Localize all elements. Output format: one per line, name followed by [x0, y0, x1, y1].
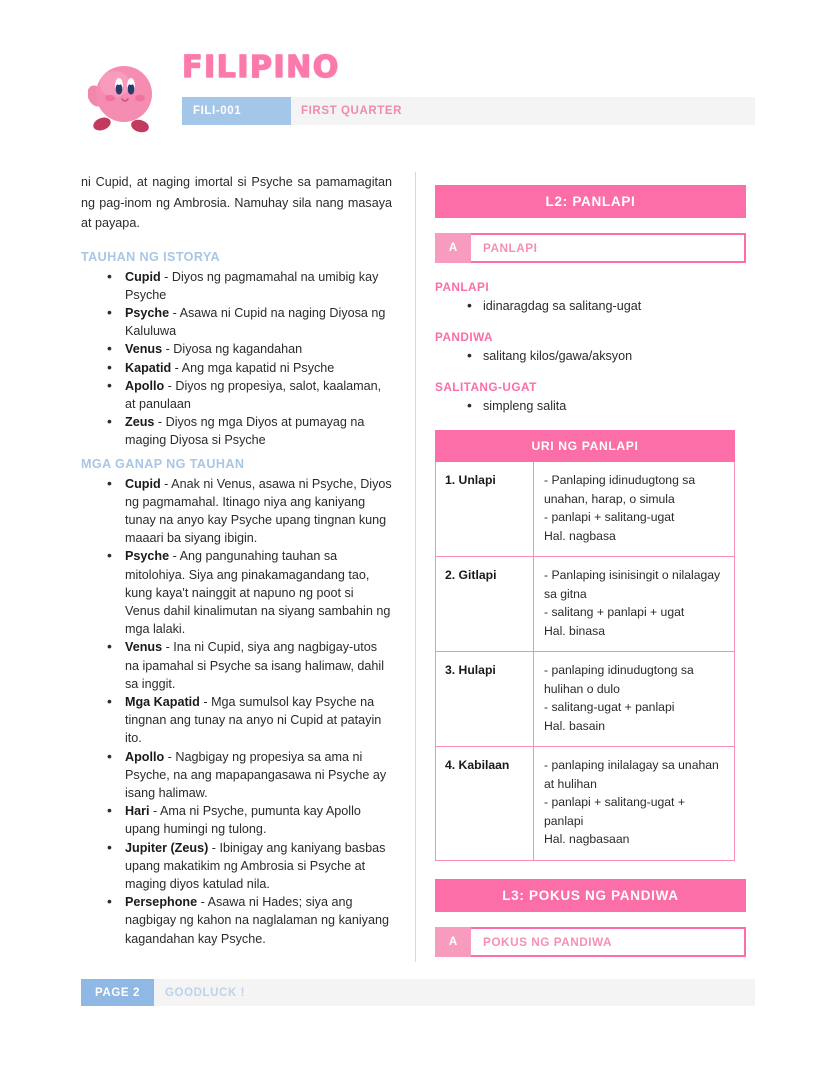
uri-ng-panlapi-table	[435, 430, 735, 861]
panlapi-detail-cell: - Panlaping isinisingit o nilalagay sa gitna - salitang + panlapi + ugat Hal. binasa	[534, 557, 735, 652]
definition-block	[435, 380, 746, 416]
list-item: • Apollo - Nagbigay ng propesiya sa ama ni Psyche, na ang mapapangasawa ni Psyche ay isang halimaw.	[81, 748, 392, 803]
table-row	[436, 747, 735, 861]
term-label: Hari	[125, 804, 150, 819]
table-row	[436, 462, 735, 557]
list-item: • idinaragdag sa salitang-ugat	[435, 297, 746, 316]
page-footer	[81, 979, 755, 1006]
term-label: Mga Kapatid	[125, 694, 200, 709]
term-label: Psyche	[125, 305, 170, 320]
panlapi-detail-cell: - Panlaping idinudugtong sa unahan, harap, o simula - panlapi + salitang-ugat Hal. nagbasa	[534, 462, 735, 557]
panlapi-type-cell: 3. Hulapi	[436, 652, 534, 747]
page-number-tag: PAGE 2	[81, 979, 154, 1006]
lesson2-topic-letter: A	[435, 233, 471, 263]
term-label: Venus	[125, 640, 163, 655]
table-body	[436, 462, 735, 861]
term-label: Cupid	[125, 269, 161, 284]
character-list	[81, 268, 392, 450]
term-label: Venus	[125, 342, 163, 357]
definition-heading: PANDIWA	[435, 330, 493, 344]
lesson3-topic-row	[435, 927, 746, 957]
table-row	[436, 652, 735, 747]
list-item: • Persephone - Asawa ni Hades; siya ang nagbigay ng kahon na naglalaman ng kaniyang kagandahan kay Psyche.	[81, 893, 392, 948]
right-content-column	[435, 185, 746, 974]
term-label: Kapatid	[125, 360, 172, 375]
definition-bullets	[435, 347, 746, 366]
list-item: • Jupiter (Zeus) - Ibinigay ang kaniyang basbas upang makatikim ng Ambrosia si Psyche at maging diyos katulad nila.	[81, 839, 392, 894]
list-item: • Mga Kapatid - Mga sumulsol kay Psyche na tingnan ang tunay na anyo ni Cupid at patayin ito.	[81, 693, 392, 748]
list-item: • Cupid - Diyos ng pagmamahal na umibig kay Psyche	[81, 268, 392, 304]
section-heading: MGA GANAP NG TAUHAN	[81, 456, 245, 471]
term-label: Zeus	[125, 415, 155, 430]
list-item: • Venus - Ina ni Cupid, siya ang nagbigay-utos na ipamahal si Psyche sa isang halimaw, dahil sa inggit.	[81, 638, 392, 693]
term-label: Cupid	[125, 476, 161, 491]
character-list	[81, 475, 392, 948]
definition-block	[435, 330, 746, 366]
definition-heading: PANLAPI	[435, 280, 490, 294]
list-item: • Cupid - Anak ni Venus, asawa ni Psyche, Diyos ng pagmamahal. Itinago niya ang kaniyang tunay na anyo kay Psyche upang tingnan kung maaari ba siyang ibigin.	[81, 475, 392, 548]
term-label: Persephone	[125, 895, 198, 910]
lesson2-topic-row	[435, 233, 746, 263]
list-item: • Hari - Ama ni Psyche, pumunta kay Apollo upang humingi ng tulong.	[81, 802, 392, 838]
table-header-title: URI NG PANLAPI	[436, 431, 735, 462]
list-item: • Venus - Diyosa ng kagandahan	[81, 340, 392, 358]
header-info-bar	[182, 97, 755, 125]
lesson3-topic-letter: A	[435, 927, 471, 957]
definition-bullets	[435, 397, 746, 416]
list-item: • Zeus - Diyos ng mga Diyos at pumayag na maging Diyosa si Psyche	[81, 413, 392, 449]
intro-paragraph: ni Cupid, at naging imortal si Psyche sa pamamagitan ng pag-inom ng Ambrosia. Namuhay sila nang masaya at payapa.	[81, 175, 392, 230]
table-header-row	[436, 431, 735, 462]
list-item: • Psyche - Asawa ni Cupid na naging Diyosa ng Kaluluwa	[81, 304, 392, 340]
definition-bullets	[435, 297, 746, 316]
list-item: • simpleng salita	[435, 397, 746, 416]
term-label: Jupiter (Zeus)	[125, 840, 209, 855]
list-item: • Psyche - Ang pangunahing tauhan sa mitolohiya. Siya ang pinakamagandang tao, kung kaya't nainggit at napuno ng poot si Venus dahil kinalimutan na siyang sambahin ng mga lalaki.	[81, 547, 392, 638]
panlapi-type-cell: 4. Kabilaan	[436, 747, 534, 861]
term-label: Apollo	[125, 378, 165, 393]
lesson2-banner: L2: PANLAPI	[435, 185, 746, 218]
panlapi-detail-cell: - panlaping inilalagay sa unahan at hulihan - panlapi + salitang-ugat + panlapi Hal. nagbasaan	[534, 747, 735, 861]
panlapi-type-cell: 1. Unlapi	[436, 462, 534, 557]
kirby-mascot-icon	[88, 52, 160, 134]
panlapi-type-cell: 2. Gitlapi	[436, 557, 534, 652]
lesson2-topic-name: PANLAPI	[471, 233, 746, 263]
list-item: • Kapatid - Ang mga kapatid ni Psyche	[81, 359, 392, 377]
term-label: Apollo	[125, 749, 165, 764]
page-header	[0, 0, 828, 160]
definition-block	[435, 280, 746, 316]
lesson3-banner: L3: POKUS NG PANDIWA	[435, 879, 746, 912]
left-sections	[81, 250, 392, 948]
definition-list	[435, 280, 746, 416]
course-code-tag: FILI-001	[182, 97, 291, 125]
column-divider	[415, 172, 416, 962]
lesson3-topic-name: POKUS NG PANDIWA	[471, 927, 746, 957]
definition-heading: SALITANG-UGAT	[435, 380, 537, 394]
section-heading: TAUHAN NG ISTORYA	[81, 249, 221, 264]
course-title: FILIPINO	[182, 50, 340, 85]
term-label: Psyche	[125, 549, 170, 564]
footer-message: GOODLUCK !	[165, 986, 246, 999]
table-row	[436, 557, 735, 652]
quarter-label: FIRST QUARTER	[301, 105, 403, 117]
list-item: • Apollo - Diyos ng propesiya, salot, kaalaman, at panulaan	[81, 377, 392, 413]
panlapi-detail-cell: - panlaping idinudugtong sa hulihan o dulo - salitang-ugat + panlapi Hal. basain	[534, 652, 735, 747]
list-item: • salitang kilos/gawa/aksyon	[435, 347, 746, 366]
left-content-column	[81, 172, 392, 952]
